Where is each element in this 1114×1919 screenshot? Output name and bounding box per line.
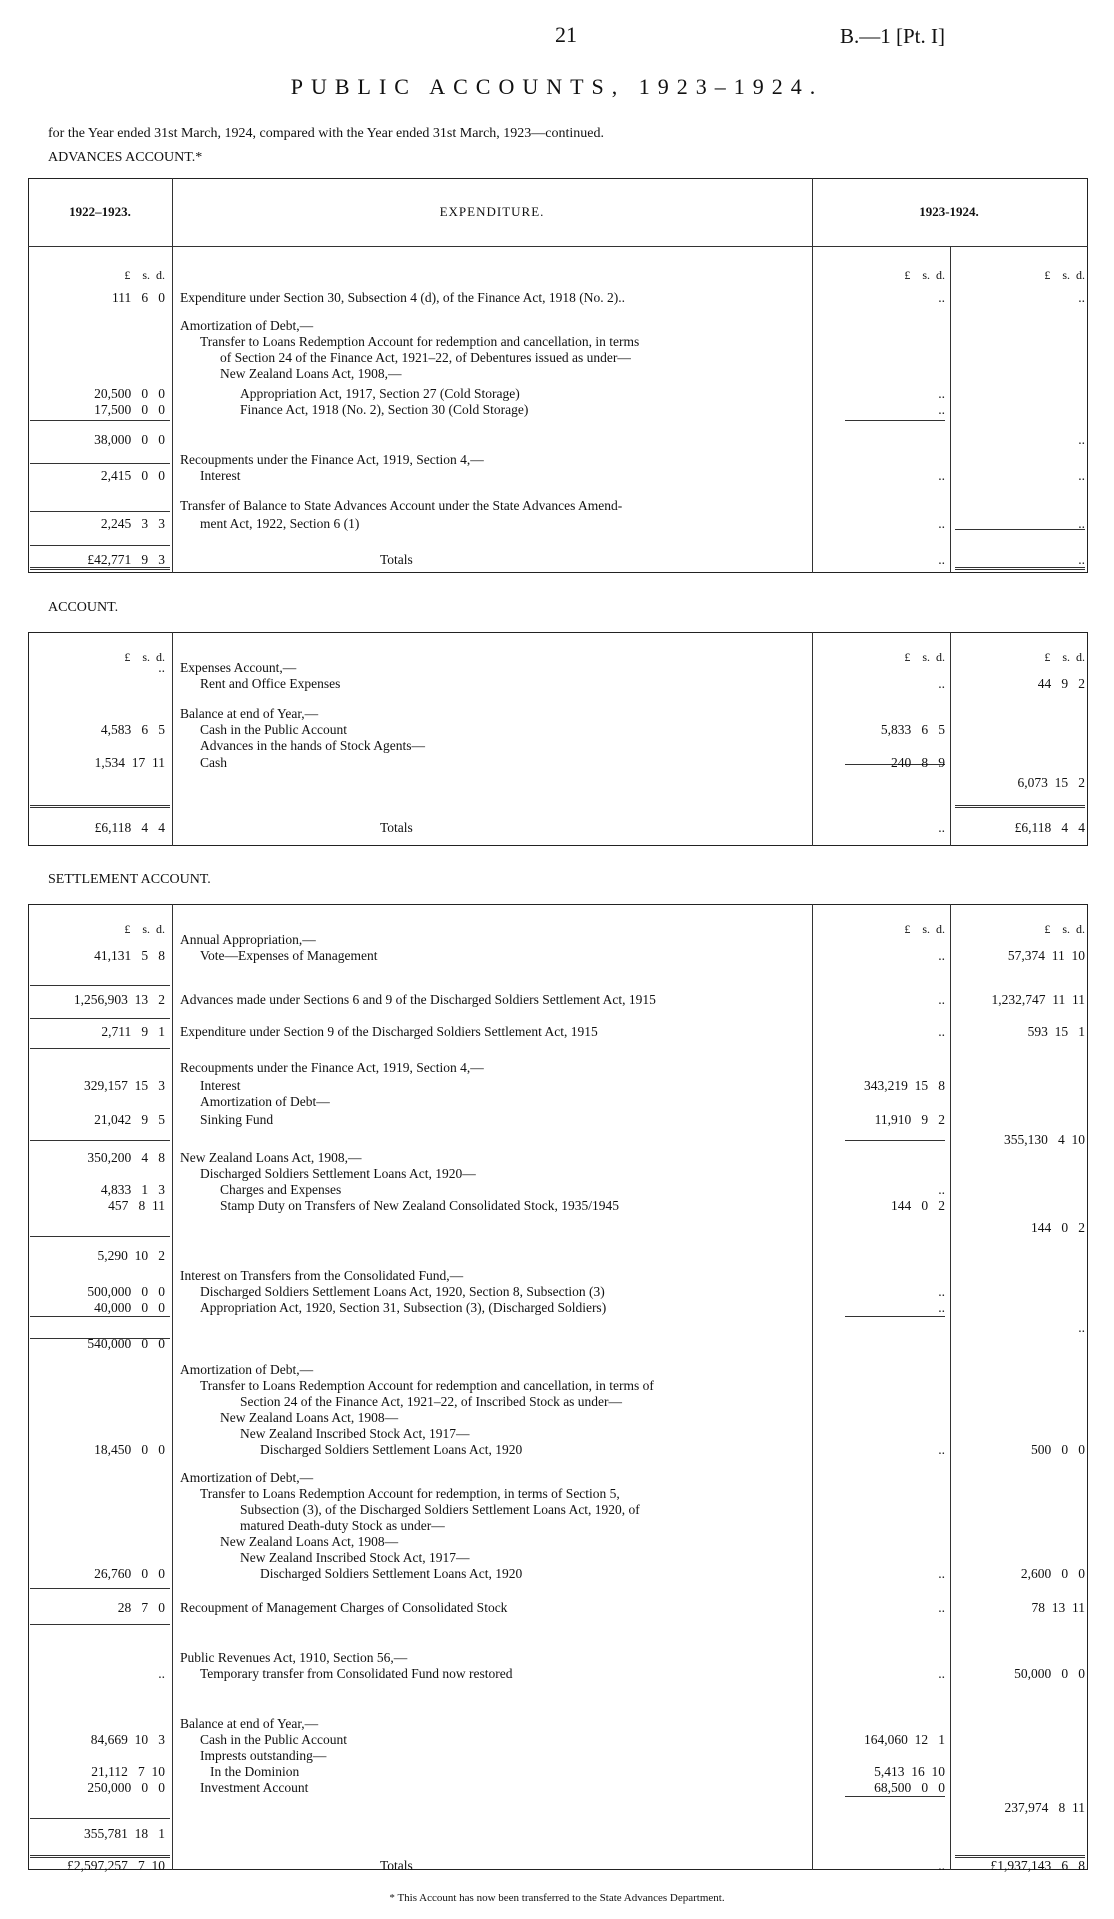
line-item-text: Transfer to Loans Redemption Account for redemption and cancellation, in terms of	[200, 1378, 654, 1393]
units-c4-3: £ s. d.	[1044, 922, 1085, 936]
amount-total: £6,118 4 4	[1014, 820, 1085, 835]
line-item-text: Public Revenues Act, 1910, Section 56,—	[180, 1650, 408, 1665]
amount-detail: 68,500 0 0	[874, 1780, 945, 1795]
line-item-text: Discharged Soldiers Settlement Loans Act, 1920, Section 8, Subsection (3)	[200, 1284, 605, 1299]
amount-total: 2,600 0 0	[1020, 1566, 1085, 1581]
totals-label: Totals	[380, 1858, 413, 1873]
line-item-text: Recoupment of Management Charges of Consolidated Stock	[180, 1600, 508, 1615]
line-item-text: Section 24 of the Finance Act, 1921–22, of Inscribed Stock as under—	[240, 1394, 623, 1409]
amount-detail: ..	[938, 1858, 945, 1873]
line-item-text: Interest	[200, 468, 241, 483]
amount-total: ..	[1078, 432, 1085, 447]
line-item-text: matured Death-duty Stock as under—	[240, 1518, 445, 1533]
line-item-text: Amortization of Debt,—	[180, 1362, 314, 1377]
account-heading: ACCOUNT.	[48, 600, 119, 615]
amount-total: 57,374 11 10	[1007, 948, 1085, 963]
amount-prev-year: 2,415 0 0	[100, 468, 165, 483]
line-item-text: Cash in the Public Account	[200, 1732, 347, 1747]
amount-prev-year: 350,200 4 8	[87, 1150, 165, 1165]
amount-detail: ..	[938, 1442, 945, 1457]
amount-total: 355,130 4 10	[1004, 1132, 1085, 1147]
amount-prev-year: £6,118 4 4	[94, 820, 165, 835]
amount-total: 6,073 15 2	[1017, 775, 1085, 790]
line-item-text: In the Dominion	[210, 1764, 300, 1779]
line-item-text: Advances in the hands of Stock Agents—	[200, 738, 425, 753]
amount-prev-year: 540,000 0 0	[87, 1336, 165, 1351]
line-item-text: Interest	[200, 1078, 241, 1093]
amount-prev-year: 20,500 0 0	[94, 386, 165, 401]
amount-detail: ..	[938, 402, 945, 417]
amount-prev-year: 2,245 3 3	[100, 516, 165, 531]
amount-detail: ..	[938, 1284, 945, 1299]
col-expenditure: EXPENDITURE.	[439, 204, 545, 219]
amount-total: ..	[1078, 516, 1085, 531]
line-item-text: Cash	[200, 755, 227, 770]
amount-detail: ..	[938, 1182, 945, 1197]
amount-prev-year: 28 7 0	[117, 1600, 165, 1615]
units-c4: £ s. d.	[1044, 268, 1085, 282]
amount-total: 1,232,747 11 11	[991, 992, 1085, 1007]
amount-detail: 164,060 12 1	[864, 1732, 945, 1747]
line-item-text: Amortization of Debt—	[200, 1094, 330, 1109]
amount-detail: ..	[938, 1566, 945, 1581]
amount-prev-year: ..	[158, 660, 165, 675]
amount-detail: 343,219 15 8	[864, 1078, 945, 1093]
units-c3-3: £ s. d.	[904, 922, 945, 936]
amount-prev-year: 38,000 0 0	[94, 432, 165, 447]
line-item-text: ment Act, 1922, Section 6 (1)	[200, 516, 360, 531]
line-item-text: Cash in the Public Account	[200, 722, 347, 737]
line-item-text: Stamp Duty on Transfers of New Zealand Consolidated Stock, 1935/1945	[220, 1198, 619, 1213]
amount-detail: ..	[938, 820, 945, 835]
line-item-text: Annual Appropriation,—	[180, 932, 316, 947]
amount-prev-year: 84,669 10 3	[90, 1732, 165, 1747]
line-item-text: Discharged Soldiers Settlement Loans Act, 1920	[260, 1442, 523, 1457]
amount-detail: 11,910 9 2	[874, 1112, 945, 1127]
line-item-text: Advances made under Sections 6 and 9 of the Discharged Soldiers Settlement Act, 1915	[180, 992, 656, 1007]
amount-prev-year: 111 6 0	[112, 290, 165, 305]
line-item-text: Investment Account	[200, 1780, 309, 1795]
amount-detail: ..	[938, 1024, 945, 1039]
line-item-text: Sinking Fund	[200, 1112, 274, 1127]
amount-total: 78 13 11	[1031, 1600, 1085, 1615]
line-item-text: Finance Act, 1918 (No. 2), Section 30 (Cold Storage)	[240, 402, 529, 417]
line-item-text: Transfer of Balance to State Advances Account under the State Advances Amend-	[180, 498, 623, 513]
amount-prev-year: 457 8 11	[108, 1198, 165, 1213]
line-item-text: Discharged Soldiers Settlement Loans Act, 1920	[260, 1566, 523, 1581]
amount-detail: ..	[938, 552, 945, 567]
line-item-text: Amortization of Debt,—	[180, 318, 314, 333]
line-item-text: New Zealand Loans Act, 1908,—	[180, 1150, 362, 1165]
line-item-text: Recoupments under the Finance Act, 1919, Section 4,—	[180, 1060, 484, 1075]
amount-total: ..	[1078, 290, 1085, 305]
line-item-text: Balance at end of Year,—	[180, 1716, 319, 1731]
units-c4-2: £ s. d.	[1044, 650, 1085, 664]
line-item-text: Rent and Office Expenses	[200, 676, 341, 691]
amount-detail: ..	[938, 386, 945, 401]
amount-detail: ..	[938, 1666, 945, 1681]
line-item-text: Recoupments under the Finance Act, 1919, Section 4,—	[180, 452, 484, 467]
amount-detail: ..	[938, 1300, 945, 1315]
document-reference: B.—1 [Pt. I]	[840, 24, 945, 48]
line-item-text: Subsection (3), of the Discharged Soldiers Settlement Loans Act, 1920, of	[240, 1502, 640, 1517]
amount-prev-year: £2,597,257 7 10	[67, 1858, 165, 1873]
amount-prev-year: 4,583 6 5	[100, 722, 165, 737]
amount-detail: ..	[938, 468, 945, 483]
line-item-text: Appropriation Act, 1917, Section 27 (Cold Storage)	[240, 386, 520, 401]
amount-total: ..	[1078, 1320, 1085, 1335]
amount-prev-year: 1,256,903 13 2	[73, 992, 165, 1007]
amount-prev-year: 1,534 17 11	[94, 755, 165, 770]
amount-total: 50,000 0 0	[1014, 1666, 1085, 1681]
units-prev-3: £ s. d.	[124, 922, 165, 936]
page-number: 21	[555, 22, 577, 47]
line-item-text: Expenditure under Section 30, Subsection 4 (d), of the Finance Act, 1918 (No. 2)..	[180, 290, 626, 305]
amount-prev-year: ..	[158, 1666, 165, 1681]
units-prev-2: £ s. d.	[124, 650, 165, 664]
line-item-text: Expenses Account,—	[180, 660, 297, 675]
amount-prev-year: 40,000 0 0	[94, 1300, 165, 1315]
amount-total: 44 9 2	[1037, 676, 1085, 691]
amount-detail: ..	[938, 992, 945, 1007]
amount-prev-year: 18,450 0 0	[94, 1442, 165, 1457]
amount-prev-year: 21,042 9 5	[94, 1112, 165, 1127]
units-prev: £ s. d.	[124, 268, 165, 282]
amount-detail: ..	[938, 676, 945, 691]
page-subtitle: for the Year ended 31st March, 1924, compared with the Year ended 31st March, 1923—continued.	[48, 126, 604, 141]
footnote: * This Account has now been transferred to the State Advances Department.	[389, 1892, 725, 1904]
amount-total: 144 0 2	[1031, 1220, 1085, 1235]
amount-detail: 5,833 6 5	[880, 722, 945, 737]
line-item-text: Imprests outstanding—	[200, 1748, 327, 1763]
amount-prev-year: £42,771 9 3	[87, 552, 165, 567]
line-item-text: Vote—Expenses of Management	[200, 948, 378, 963]
amount-prev-year: 5,290 10 2	[97, 1248, 165, 1263]
totals-label: Totals	[380, 552, 413, 567]
amount-detail: 5,413 16 10	[874, 1764, 945, 1779]
line-item-text: Appropriation Act, 1920, Section 31, Subsection (3), (Discharged Soldiers)	[200, 1300, 607, 1315]
line-item-text: New Zealand Loans Act, 1908,—	[220, 366, 402, 381]
line-item-text: Transfer to Loans Redemption Account for redemption, in terms of Section 5,	[200, 1486, 620, 1501]
line-item-text: New Zealand Inscribed Stock Act, 1917—	[240, 1426, 470, 1441]
line-item-text: of Section 24 of the Finance Act, 1921–22, of Debentures issued as under—	[220, 350, 631, 365]
col-cur-year: 1923-1924.	[919, 204, 979, 219]
line-item-text: Temporary transfer from Consolidated Fund now restored	[200, 1666, 513, 1681]
amount-detail: ..	[938, 948, 945, 963]
amount-detail: 144 0 2	[891, 1198, 945, 1213]
line-item-text: New Zealand Loans Act, 1908—	[220, 1534, 399, 1549]
line-item-text: Transfer to Loans Redemption Account for redemption and cancellation, in terms	[200, 334, 640, 349]
units-c3: £ s. d.	[904, 268, 945, 282]
amount-prev-year: 500,000 0 0	[87, 1284, 165, 1299]
amount-prev-year: 329,157 15 3	[84, 1078, 165, 1093]
amount-prev-year: 4,833 1 3	[100, 1182, 165, 1197]
amount-prev-year: 41,131 5 8	[94, 948, 165, 963]
line-item-text: Amortization of Debt,—	[180, 1470, 314, 1485]
amount-total: ..	[1078, 552, 1085, 567]
amount-total: £1,937,143 6 8	[990, 1858, 1085, 1873]
amount-detail: ..	[938, 516, 945, 531]
amount-total: 593 15 1	[1027, 1024, 1085, 1039]
line-item-text: Charges and Expenses	[220, 1182, 342, 1197]
line-item-text: New Zealand Inscribed Stock Act, 1917—	[240, 1550, 470, 1565]
amount-detail: 240 8 9	[891, 755, 945, 770]
totals-label: Totals	[380, 820, 413, 835]
line-item-text: Discharged Soldiers Settlement Loans Act, 1920—	[200, 1166, 476, 1181]
settlement-heading: SETTLEMENT ACCOUNT.	[48, 872, 211, 887]
page-title: PUBLIC ACCOUNTS, 1923–1924.	[290, 74, 824, 99]
col-prev-year: 1922–1923.	[69, 204, 131, 219]
units-c3-2: £ s. d.	[904, 650, 945, 664]
amount-total: 500 0 0	[1031, 1442, 1085, 1457]
amount-total: 237,974 8 11	[1004, 1800, 1085, 1815]
amount-prev-year: 250,000 0 0	[87, 1780, 165, 1795]
line-item-text: Interest on Transfers from the Consolidated Fund,—	[180, 1268, 464, 1283]
amount-prev-year: 26,760 0 0	[94, 1566, 165, 1581]
amount-prev-year: 17,500 0 0	[94, 402, 165, 417]
line-item-text: Balance at end of Year,—	[180, 706, 319, 721]
amount-prev-year: 2,711 9 1	[101, 1024, 165, 1039]
line-item-text: Expenditure under Section 9 of the Discharged Soldiers Settlement Act, 1915	[180, 1024, 598, 1039]
amount-detail: ..	[938, 290, 945, 305]
amount-prev-year: 21,112 7 10	[91, 1764, 165, 1779]
amount-total: ..	[1078, 468, 1085, 483]
amount-prev-year: 355,781 18 1	[84, 1826, 165, 1841]
advances-heading: ADVANCES ACCOUNT.*	[48, 150, 203, 165]
amount-detail: ..	[938, 1600, 945, 1615]
line-item-text: New Zealand Loans Act, 1908—	[220, 1410, 399, 1425]
